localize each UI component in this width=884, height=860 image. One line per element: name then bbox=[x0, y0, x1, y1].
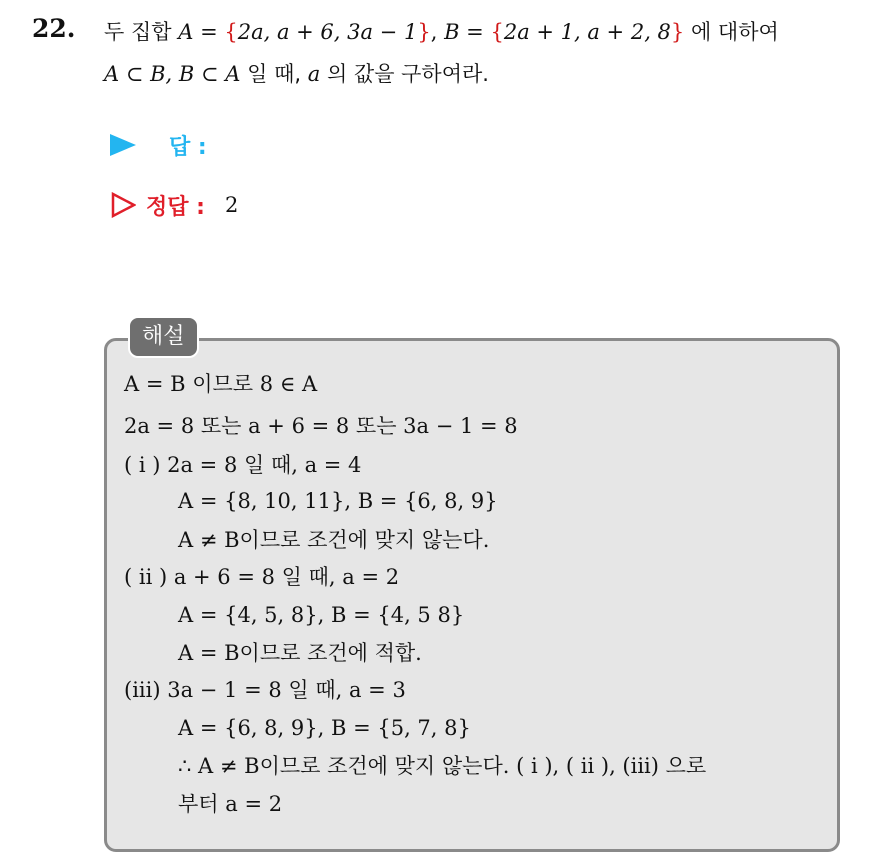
correct-answer-label: 정답 : bbox=[146, 194, 205, 220]
brace-close: } bbox=[417, 20, 431, 44]
solution-line: 2a = 8 또는 a + 6 = 8 또는 3a − 1 = 8 bbox=[124, 414, 518, 438]
solution-line: A = {8, 10, 11}, B = {6, 8, 9} bbox=[178, 489, 498, 513]
question-mid: 일 때, bbox=[240, 62, 308, 86]
separator-comma: , bbox=[430, 20, 445, 44]
equals-sign: = bbox=[193, 20, 225, 44]
play-triangle-icon bbox=[110, 134, 136, 156]
solution-line: ∴ A ≠ B이므로 조건에 맞지 않는다. ( i ), ( ii ), (iii) 으로 bbox=[178, 754, 707, 778]
solution-line: A ≠ B이므로 조건에 맞지 않는다. bbox=[178, 528, 490, 552]
subset-condition: A ⊂ B, B ⊂ A bbox=[104, 62, 241, 86]
outline-triangle-icon bbox=[110, 192, 136, 218]
problem-number: 22. bbox=[32, 14, 76, 43]
solution-line: A = {4, 5, 8}, B = {4, 5 8} bbox=[178, 603, 465, 627]
question-prefix: 두 집합 bbox=[104, 20, 179, 44]
solution-line: A = B 이므로 8 ∈ A bbox=[124, 372, 318, 396]
solution-line: A = B이므로 조건에 적합. bbox=[178, 641, 422, 665]
brace-open: { bbox=[224, 20, 238, 44]
answer-row bbox=[110, 128, 207, 162]
equals-sign: = bbox=[459, 20, 491, 44]
answer-label: 답 : bbox=[169, 134, 207, 160]
set-b-elements: 2a + 1, a + 2, 8 bbox=[503, 20, 671, 44]
solution-tag: 해설 bbox=[128, 316, 199, 358]
question-suffix: 에 대하여 bbox=[684, 20, 779, 44]
solution-line: 부터 a = 2 bbox=[178, 792, 283, 816]
solution-line: (iii) 3a − 1 = 8 일 때, a = 3 bbox=[124, 678, 406, 702]
brace-close: } bbox=[670, 20, 685, 44]
question-end: 의 값을 구하여라. bbox=[320, 62, 489, 86]
question-line-1 bbox=[104, 16, 779, 46]
brace-open: { bbox=[490, 20, 504, 44]
variable-a: a bbox=[307, 62, 321, 86]
question-line-2 bbox=[104, 58, 489, 88]
correct-answer-row bbox=[110, 188, 238, 222]
set-b-name: B bbox=[444, 20, 460, 44]
solution-line: ( i ) 2a = 8 일 때, a = 4 bbox=[124, 453, 362, 477]
solution-line: ( ii ) a + 6 = 8 일 때, a = 2 bbox=[124, 565, 400, 589]
set-a-elements: 2a, a + 6, 3a − 1 bbox=[237, 20, 418, 44]
set-a-name: A bbox=[178, 20, 194, 44]
correct-answer-value: 2 bbox=[224, 193, 239, 217]
solution-line: A = {6, 8, 9}, B = {5, 7, 8} bbox=[178, 716, 471, 740]
